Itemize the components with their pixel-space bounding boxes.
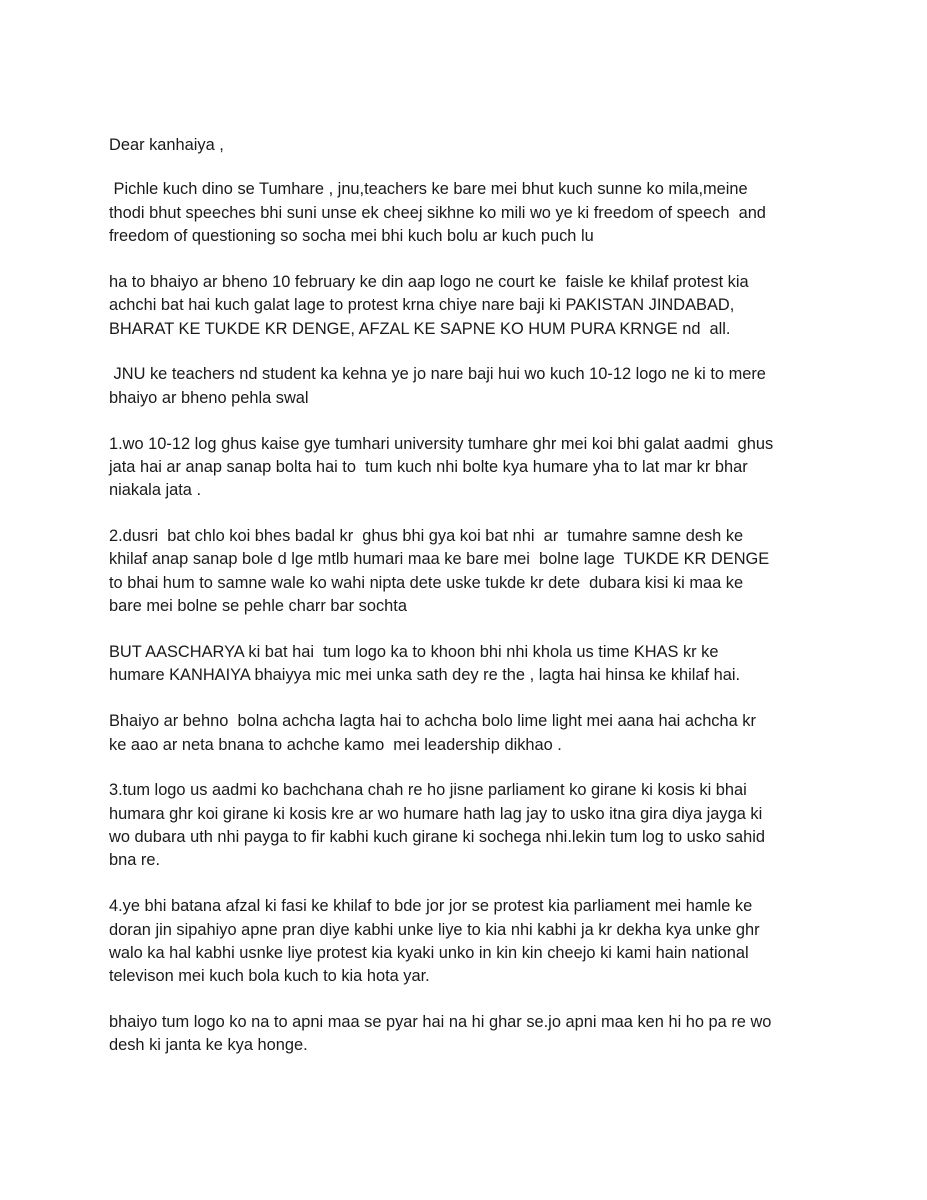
text-line: walo ka hal kabhi usnke liye protest kia kyaki unko in kin kin cheejo ki kami hain national xyxy=(109,943,749,962)
paragraph-point-1 xyxy=(109,433,821,503)
text-line: khilaf anap sanap bole d lge mtlb humari maa ke bare mei bolne lage TUKDE KR DENGE xyxy=(109,550,770,569)
paragraph-point-4 xyxy=(109,895,821,989)
text-line: thodi bhut speeches bhi suni unse ek cheej sikhne ko mili wo ye ki freedom of speech and xyxy=(109,203,766,222)
text-line: niakala jata . xyxy=(109,481,202,500)
text-line: desh ki janta ke kya honge. xyxy=(109,1036,308,1055)
text-line: humare KANHAIYA bhaiyya mic mei unka sath dey re the , lagta hai hinsa ke khilaf hai. xyxy=(109,666,741,685)
text-line: doran jin sipahiyo apne pran diye kabhi unke liye to kia nhi kabhi ja kr dekha kya unke ghr xyxy=(109,920,760,939)
text-line: ha to bhaiyo ar bheno 10 february ke din aap logo ne court ke faisle ke khilaf protest kia xyxy=(109,272,749,291)
paragraph-aascharya xyxy=(109,641,821,688)
text-line: bhaiyo ar bheno pehla swal xyxy=(109,388,309,407)
text-line: jata hai ar anap sanap bolta hai to tum kuch nhi bolte kya humare yha to lat mar kr bhar xyxy=(109,457,748,476)
paragraph-protest xyxy=(109,271,821,341)
paragraph-point-2 xyxy=(109,525,821,619)
text-line: achchi bat hai kuch galat lage to protest krna chiye nare baji ki PAKISTAN JINDABAD, xyxy=(109,296,735,315)
text-line: BUT AASCHARYA ki bat hai tum logo ka to khoon bhi nhi khola us time KHAS kr ke xyxy=(109,642,719,661)
text-line: JNU ke teachers nd student ka kehna ye jo nare baji hui wo kuch 10-12 logo ne ki to mere xyxy=(109,365,766,384)
text-line: Bhaiyo ar behno bolna achcha lagta hai to achcha bolo lime light mei aana hai achcha kr xyxy=(109,712,756,731)
paragraph-point-3 xyxy=(109,779,821,873)
text-line: wo dubara uth nhi payga to fir kabhi kuch girane ki sochega nhi.lekin tum log to usko sahid xyxy=(109,828,766,847)
salutation: Dear kanhaiya , xyxy=(109,136,224,154)
paragraph-advice xyxy=(109,710,821,757)
text-line: 4.ye bhi batana afzal ki fasi ke khilaf to bde jor jor se protest kia parliament mei hamle ke xyxy=(109,897,753,916)
letter-body xyxy=(109,134,821,1080)
text-line: to bhai hum to samne wale ko wahi nipta dete uske tukde kr dete dubara kisi ki maa ke xyxy=(109,573,744,592)
paragraph-intro xyxy=(109,178,821,248)
paragraph-first-question xyxy=(109,363,821,410)
text-line: humara ghr koi girane ki kosis kre ar wo humare hath lag jay to usko itna gira diya jayga ki xyxy=(109,804,763,823)
text-line: bna re. xyxy=(109,851,161,870)
text-line: bare mei bolne se pehle charr bar sochta xyxy=(109,597,407,616)
text-line: bhaiyo tum logo ko na to apni maa se pyar hai na hi ghar se.jo apni maa ken hi ho pa re wo xyxy=(109,1013,772,1032)
text-line: Pichle kuch dino se Tumhare , jnu,teachers ke bare mei bhut kuch sunne ko mila,meine xyxy=(109,180,748,199)
paragraph-closing xyxy=(109,1011,821,1058)
text-line: 2.dusri bat chlo koi bhes badal kr ghus bhi gya koi bat nhi ar tumahre samne desh ke xyxy=(109,527,744,546)
text-line: freedom of questioning so socha mei bhi kuch bolu ar kuch puch lu xyxy=(109,227,594,246)
text-line: 3.tum logo us aadmi ko bachchana chah re ho jisne parliament ko girane ki kosis ki bhai xyxy=(109,781,747,800)
text-line: 1.wo 10-12 log ghus kaise gye tumhari university tumhare ghr mei koi bhi galat aadmi ghus xyxy=(109,434,774,453)
text-line: ke aao ar neta bnana to achche kamo mei leadership dikhao . xyxy=(109,735,562,754)
text-line: BHARAT KE TUKDE KR DENGE, AFZAL KE SAPNE KO HUM PURA KRNGE nd all. xyxy=(109,319,731,338)
text-line: televison mei kuch bola kuch to kia hota yar. xyxy=(109,967,430,986)
